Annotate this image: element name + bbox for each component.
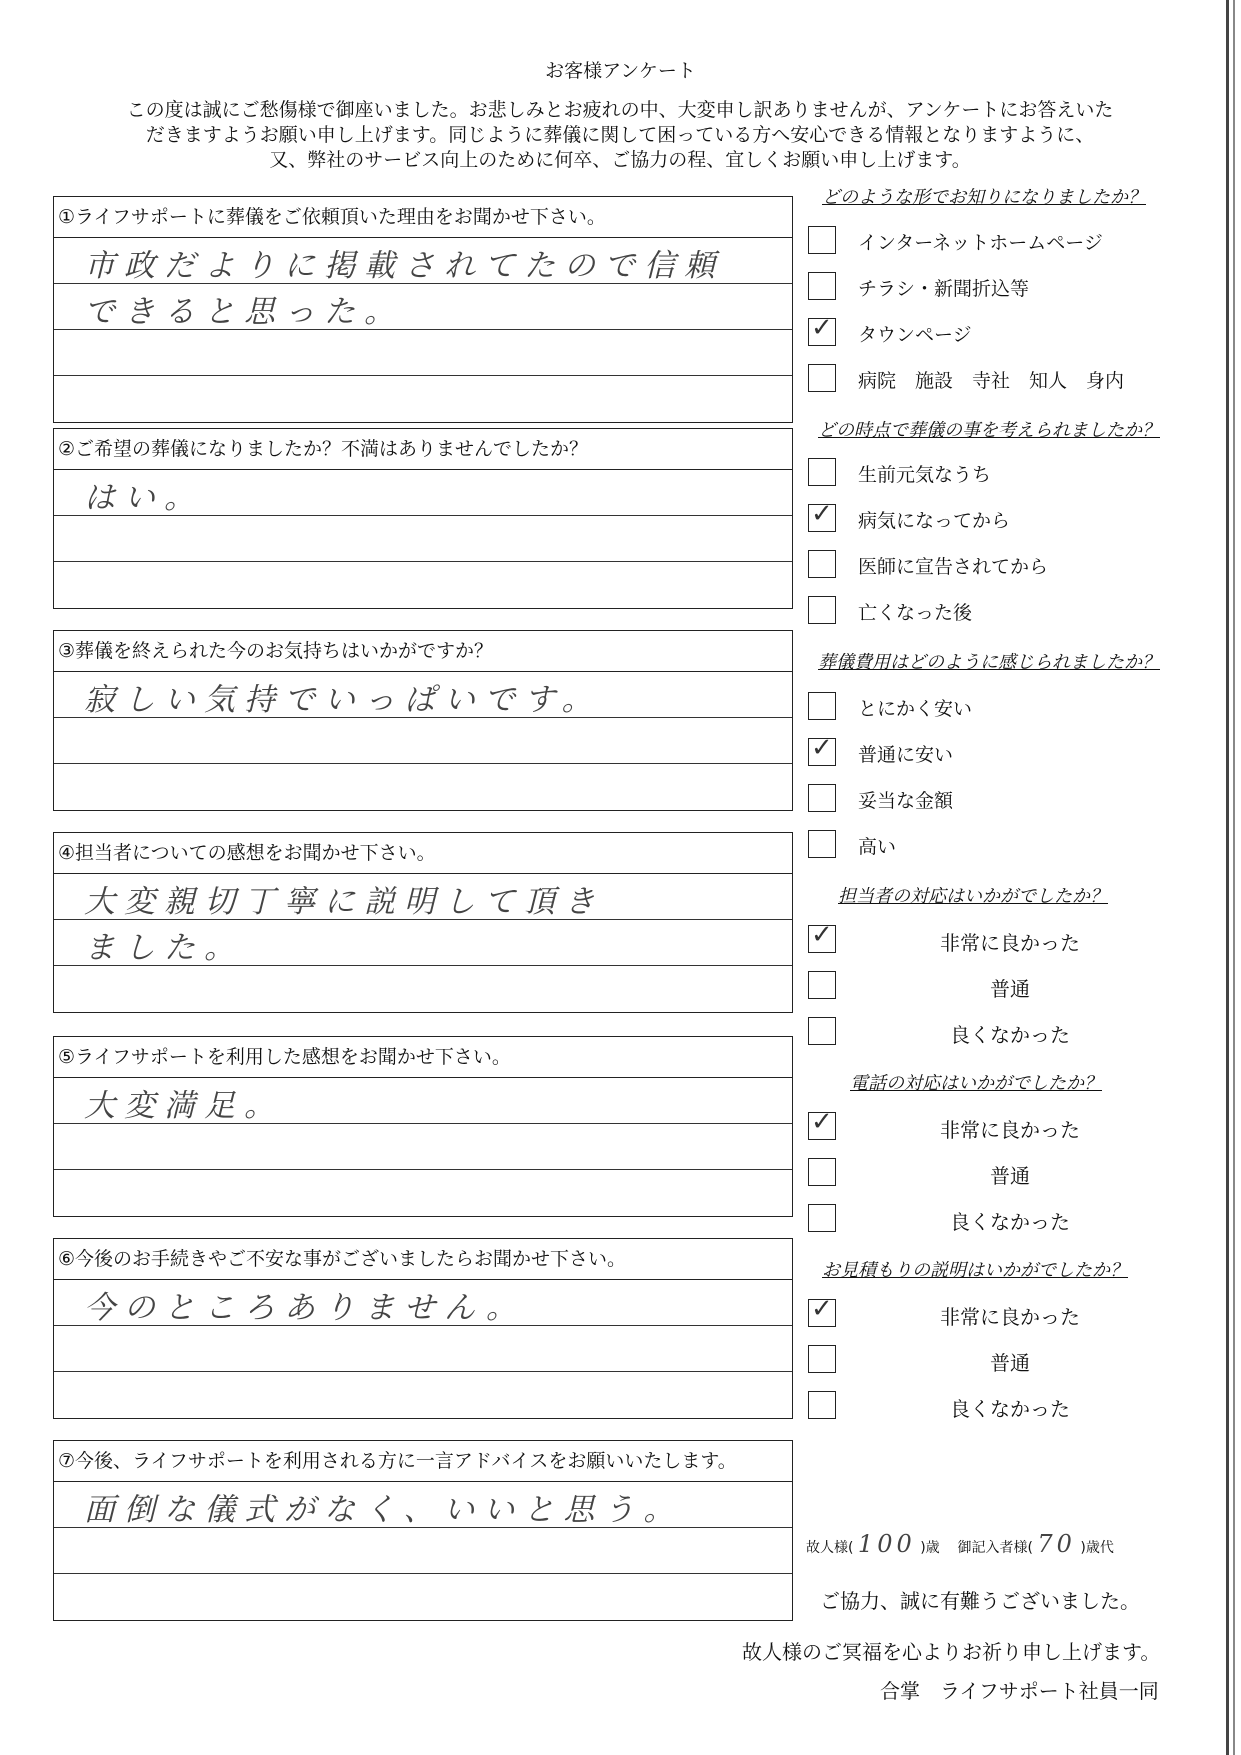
answer-line[interactable]	[54, 920, 792, 966]
checkbox-checked[interactable]	[808, 733, 836, 766]
option-label: 妥当な金額	[858, 790, 954, 812]
scan-edge-line	[1233, 0, 1235, 1755]
answer-line[interactable]	[54, 470, 792, 516]
checkbox-checked[interactable]	[808, 920, 836, 953]
question-1-label: ①ライフサポートに葬儀をご依頼頂いた理由をお聞かせ下さい。	[54, 197, 792, 238]
answer-line[interactable]	[54, 376, 792, 422]
option-label: 病院 施設 寺社 知人 身内	[858, 370, 1125, 392]
option-label: 非常に良かった	[940, 1305, 1080, 1329]
handwritten-answer: 今のところありません。	[84, 1290, 526, 1326]
question-7-label: ⑦今後、ライフサポートを利用される方に一言アドバイスをお願いいたします。	[54, 1441, 792, 1482]
checkbox[interactable]	[808, 1158, 836, 1186]
option-label: チラシ・新聞折込等	[858, 278, 1030, 300]
checkbox-checked[interactable]	[808, 1294, 836, 1327]
handwritten-answer: 市政だよりに掲載されてたので信頼	[84, 248, 724, 284]
checkbox[interactable]	[808, 596, 836, 624]
checkbox-checked[interactable]	[808, 499, 836, 532]
question-2-label: ②ご希望の葬儀になりましたか？不満はありませんでしたか？	[54, 429, 792, 470]
option-label: 亡くなった後	[858, 602, 973, 624]
answer-line[interactable]	[54, 1170, 792, 1216]
answer-line[interactable]	[54, 1124, 792, 1170]
deceased-age-prefix: 故人様(	[806, 1540, 854, 1556]
side-heading-4: 担当者の対応はいかがでしたか？	[838, 886, 1108, 907]
option-label: 非常に良かった	[940, 1118, 1080, 1142]
answer-line[interactable]	[54, 330, 792, 376]
side-heading-1: どのような形でお知りになりましたか？	[822, 187, 1146, 208]
check-mark-icon: ✓	[811, 1107, 833, 1137]
checkbox[interactable]	[808, 971, 836, 999]
handwritten-answer: できると思った。	[84, 294, 404, 330]
answer-line[interactable]	[54, 1078, 792, 1124]
answer-line[interactable]	[54, 1482, 792, 1528]
handwritten-answer: ました。	[84, 930, 244, 966]
option-label: 普通	[990, 977, 1030, 1001]
handwritten-answer: 大変親切丁寧に説明して頂き	[84, 884, 604, 920]
check-mark-icon: ✓	[811, 499, 833, 529]
answer-line[interactable]	[54, 238, 792, 284]
answer-line[interactable]	[54, 1326, 792, 1372]
answer-line[interactable]	[54, 966, 792, 1012]
writer-age-prefix: 御記入者様(	[957, 1540, 1033, 1556]
company-signature: 合掌 ライフサポート社員一同	[880, 1679, 1159, 1703]
answer-line[interactable]	[54, 1528, 792, 1574]
option-label: とにかく安い	[858, 698, 973, 720]
answer-line[interactable]	[54, 672, 792, 718]
question-1-box	[53, 196, 793, 423]
side-heading-3: 葬儀費用はどのように感じられましたか？	[818, 652, 1160, 673]
question-5-box	[53, 1036, 793, 1217]
closing-message: 故人様のご冥福を心よりお祈り申し上げます。	[742, 1640, 1161, 1664]
answer-line[interactable]	[54, 1280, 792, 1326]
checkbox[interactable]	[808, 1017, 836, 1045]
checkbox-checked[interactable]	[808, 1107, 836, 1140]
checkbox[interactable]	[808, 692, 836, 720]
question-4-label: ④担当者についての感想をお聞かせ下さい。	[54, 833, 792, 874]
option-label: 普通	[990, 1351, 1030, 1375]
page-title: お客様アンケート	[545, 60, 696, 82]
answer-line[interactable]	[54, 764, 792, 810]
option-label: タウンページ	[858, 324, 972, 346]
checkbox[interactable]	[808, 458, 836, 486]
option-label: 良くなかった	[950, 1210, 1070, 1234]
answer-line[interactable]	[54, 516, 792, 562]
side-heading-6: お見積もりの説明はいかがでしたか？	[822, 1260, 1128, 1281]
deceased-age-value[interactable]: 100	[857, 1530, 916, 1558]
age-fields	[806, 1530, 1114, 1558]
question-2-box	[53, 428, 793, 609]
question-6-box	[53, 1238, 793, 1419]
option-label: インターネットホームページ	[858, 232, 1103, 254]
option-label: 生前元気なうち	[858, 464, 992, 486]
question-7-box	[53, 1440, 793, 1621]
question-3-label: ③葬儀を終えられた今のお気持ちはいかがですか？	[54, 631, 792, 672]
option-label: 良くなかった	[950, 1397, 1070, 1421]
question-3-box	[53, 630, 793, 811]
scan-edge-line	[1226, 0, 1229, 1755]
check-mark-icon: ✓	[811, 920, 833, 950]
handwritten-answer: はい。	[84, 480, 204, 516]
handwritten-answer: 面倒な儀式がなく、いいと思う。	[84, 1492, 684, 1528]
checkbox[interactable]	[808, 784, 836, 812]
checkbox[interactable]	[808, 364, 836, 392]
answer-line[interactable]	[54, 1372, 792, 1418]
option-label: 普通に安い	[858, 744, 954, 766]
option-label: 良くなかった	[950, 1023, 1070, 1047]
checkbox[interactable]	[808, 550, 836, 578]
answer-line[interactable]	[54, 1574, 792, 1620]
check-mark-icon: ✓	[811, 733, 833, 763]
answer-line[interactable]	[54, 562, 792, 608]
thanks-text: ご協力、誠に有難うございました。	[820, 1589, 1140, 1613]
intro-line-1: この度は誠にご愁傷様で御座いました。お悲しみとお疲れの中、大変申し訳ありませんが、アンケートにお答えいた	[126, 99, 1114, 121]
deceased-age-suffix: )歳	[920, 1540, 940, 1556]
checkbox[interactable]	[808, 830, 836, 858]
checkbox[interactable]	[808, 1204, 836, 1232]
option-label: 非常に良かった	[940, 931, 1080, 955]
answer-line[interactable]	[54, 874, 792, 920]
side-heading-2: どの時点で葬儀の事を考えられましたか？	[818, 420, 1160, 441]
checkbox[interactable]	[808, 226, 836, 254]
handwritten-answer: 寂しい気持でいっぱいです。	[84, 682, 602, 718]
answer-line[interactable]	[54, 718, 792, 764]
option-label: 病気になってから	[858, 510, 1011, 532]
option-label: 医師に宣告されてから	[858, 556, 1049, 578]
question-5-label: ⑤ライフサポートを利用した感想をお聞かせ下さい。	[54, 1037, 792, 1078]
option-label: 高い	[858, 836, 897, 858]
intro-line-3: 又、弊社のサービス向上のために何卒、ご協力の程、宜しくお願い申し上げます。	[269, 149, 971, 171]
question-4-box	[53, 832, 793, 1013]
option-label: 普通	[990, 1164, 1030, 1188]
checkbox[interactable]	[808, 1345, 836, 1373]
side-heading-5: 電話の対応はいかがでしたか？	[850, 1073, 1102, 1094]
checkbox[interactable]	[808, 1391, 836, 1419]
question-6-label: ⑥今後のお手続きやご不安な事がございましたらお聞かせ下さい。	[54, 1239, 792, 1280]
writer-age-suffix: )歳代	[1080, 1540, 1114, 1556]
answer-line[interactable]	[54, 284, 792, 330]
handwritten-answer: 大変満足。	[84, 1088, 284, 1124]
intro-line-2: だきますようお願い申し上げます。同じように葬儀に関して困っている方へ安心できる情報となりますように、	[145, 124, 1095, 146]
checkbox[interactable]	[808, 272, 836, 300]
check-mark-icon: ✓	[811, 1294, 833, 1324]
check-mark-icon: ✓	[811, 313, 833, 343]
writer-age-value[interactable]: 70	[1037, 1530, 1076, 1558]
checkbox-checked[interactable]	[808, 313, 836, 346]
